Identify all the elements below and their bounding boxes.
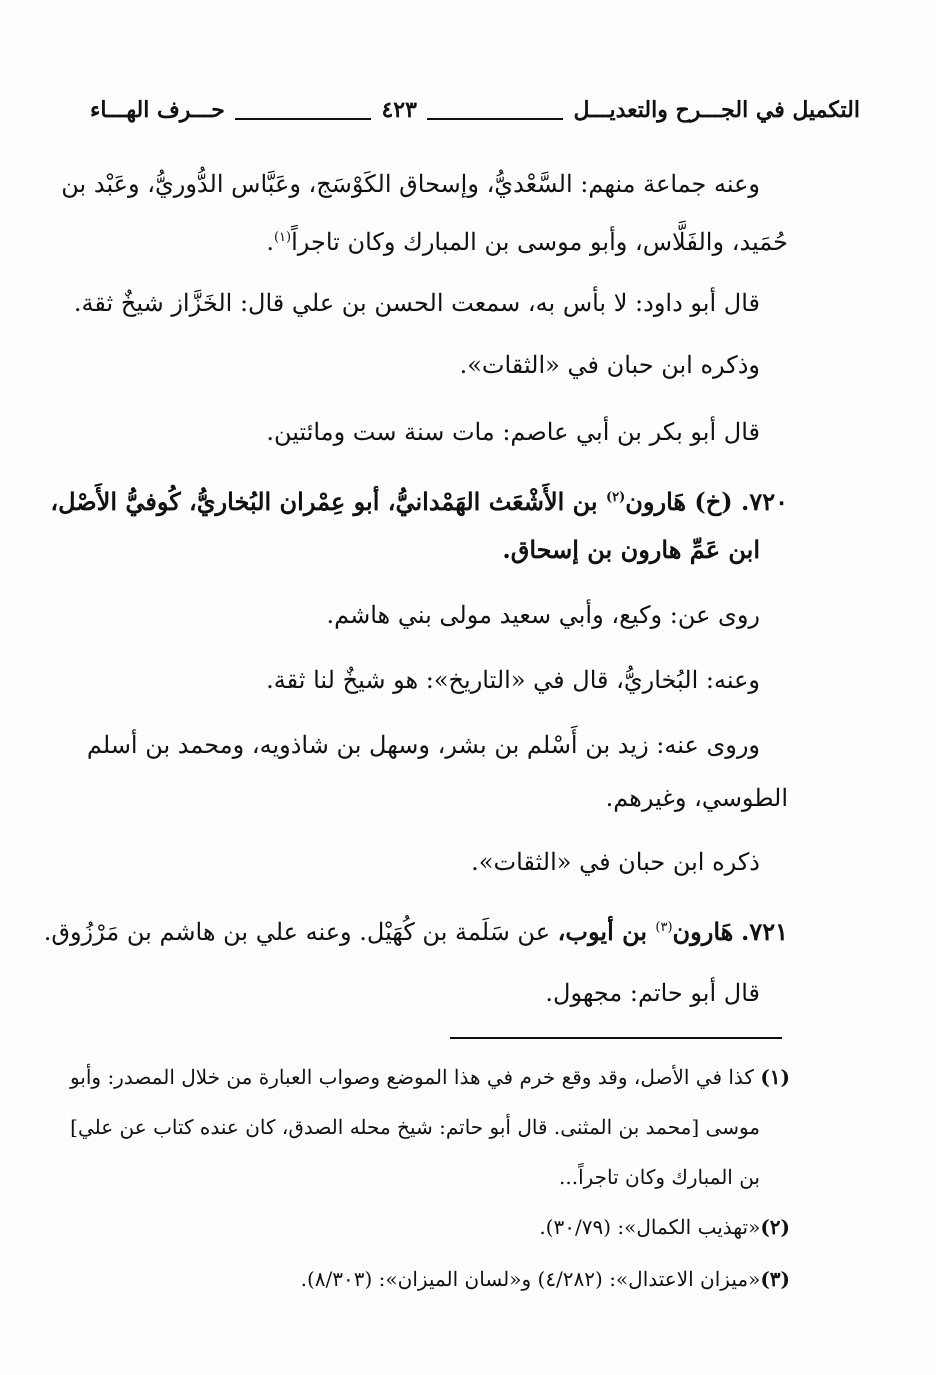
entry-720-heading <box>50 478 788 522</box>
text-line: الطوسي، وغيرهم. <box>605 784 788 812</box>
footnote-1 <box>70 1060 790 1094</box>
footnote-number: (٣) <box>760 1267 790 1291</box>
entry-name: هَارون <box>672 917 734 946</box>
footnote-ref: (٣) <box>655 920 673 935</box>
header-divider <box>235 118 372 120</box>
text-line: وعنه: البُخاريُّ، قال في «التاريخ»: هو شيخٌ لنا ثقة. <box>266 666 760 694</box>
footnote-1-cont: بن المبارك وكان تاجراً... <box>559 1165 760 1189</box>
footnote-ref: (١) <box>273 230 292 245</box>
text-line: ذكره ابن حبان في «الثقات». <box>471 848 760 876</box>
header-book-title: التكميل في الجـــرح والتعديـــل <box>573 97 860 123</box>
entry-name-rest: بن أيوب، <box>557 917 656 946</box>
footnote-text: كذا في الأصل، وقد وقع خرم في هذا الموضع وصواب العبارة من خلال المصدر: وأبو <box>69 1065 761 1089</box>
entry-name: (خ) هَارون <box>625 487 733 516</box>
footnote-text: «تهذيب الكمال»: (٣٠/٧٩). <box>539 1215 761 1239</box>
text-line: وروى عنه: زيد بن أَسْلم بن بشر، وسهل بن شاذويه، ومحمد بن أسلم <box>86 731 760 759</box>
page-header <box>90 88 860 133</box>
text-line: قال أبو حاتم: مجهول. <box>545 979 760 1007</box>
footnote-separator <box>450 1037 782 1039</box>
header-chapter-title: حـــرف الهـــاء <box>89 97 225 123</box>
entry-number: ٧٢١. <box>740 917 788 946</box>
entry-721-heading <box>44 908 788 952</box>
text-line: قال أبو بكر بن أبي عاصم: مات سنة ست ومائتين. <box>266 418 760 446</box>
text-line <box>266 218 788 262</box>
footnote-2 <box>539 1210 790 1244</box>
footnote-number: (٢) <box>760 1215 790 1239</box>
header-divider <box>427 118 564 120</box>
footnote-1-cont: موسى [محمد بن المثنى. قال أبو حاتم: شيخ محله الصدق، كان عنده كتاب عن علي] <box>70 1115 760 1139</box>
text-line: وعنه جماعة منهم: السَّعْديُّ، وإسحاق الكَوْسَج، وعَبَّاس الدُّوريُّ، وعَبْد بن <box>61 170 760 198</box>
text-span: . <box>266 228 274 256</box>
text-line: وذكره ابن حبان في «الثقات». <box>459 351 760 379</box>
page-number: ٤٢٣ <box>381 97 417 123</box>
entry-name-rest: بن الأَشْعَث الهَمْدانيُّ، أبو عِمْران البُخاريُّ، كُوفيُّ الأَصْل، <box>50 487 606 516</box>
entry-text: عن سَلَمة بن كُهَيْل. وعنه علي بن هاشم بن مَرْزُوق. <box>43 918 558 946</box>
entry-number: ٧٢٠. <box>740 487 788 516</box>
text-span: حُمَيد، والفَلَّاس، وأبو موسى بن المبارك وكان تاجراً <box>291 228 788 256</box>
text-line: قال أبو داود: لا بأس به، سمعت الحسن بن علي قال: الخَزَّاز شيخٌ ثقة. <box>73 289 760 317</box>
footnote-ref: (٢) <box>605 490 626 505</box>
text-line: روى عن: وكيع، وأبي سعيد مولى بني هاشم. <box>326 601 760 629</box>
footnote-3 <box>301 1262 790 1296</box>
footnote-number: (١) <box>760 1065 790 1089</box>
footnote-text: «ميزان الاعتدال»: (٤/٢٨٢) و«لسان الميزان»: (٨/٣٠٣). <box>300 1267 761 1291</box>
entry-720-heading-cont: ابن عَمِّ هارون بن إسحاق. <box>502 535 760 564</box>
